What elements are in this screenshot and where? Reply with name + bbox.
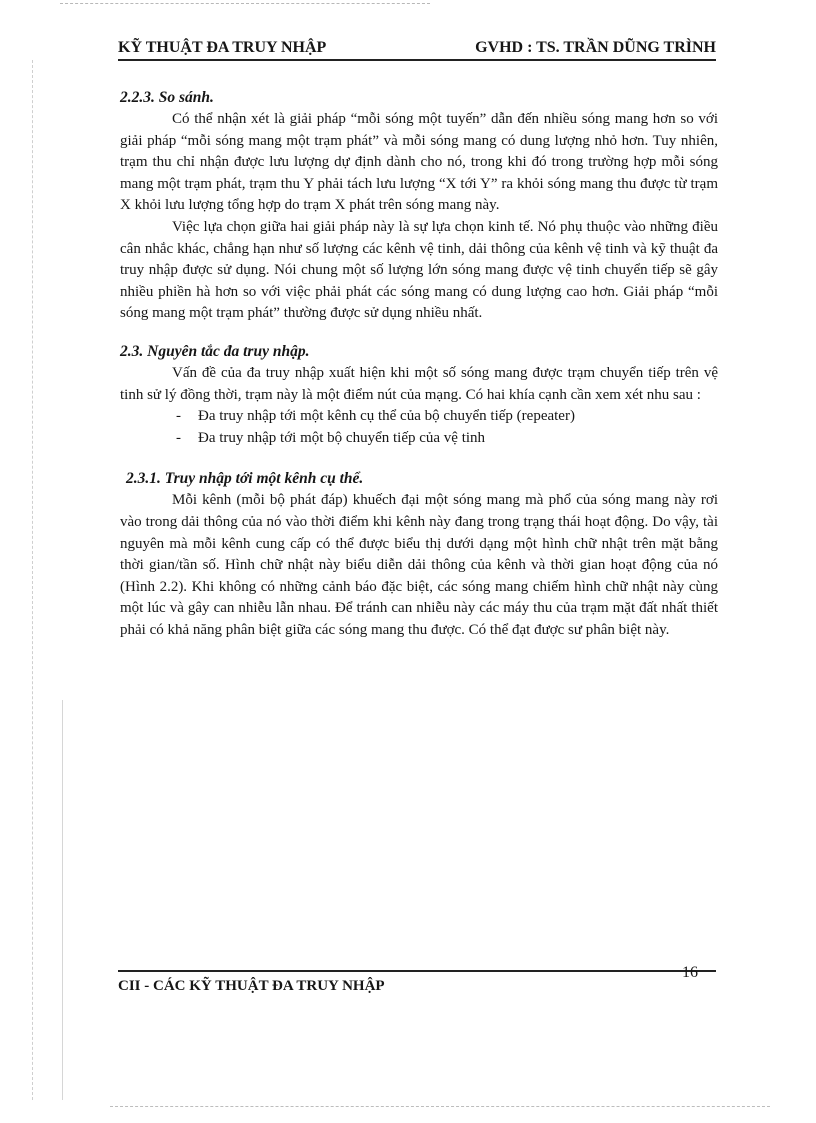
page-header — [118, 39, 716, 61]
list-item: - Đa truy nhập tới một kênh cụ thể của bộ chuyển tiếp (repeater) — [172, 406, 718, 428]
list-item: - Đa truy nhập tới một bộ chuyển tiếp của vệ tinh — [172, 428, 718, 450]
paragraph: Vấn đề của đa truy nhập xuất hiện khi một số sóng mang được trạm chuyển tiếp trên vệ tinh sử lý đồng thời, trạm này là một điểm nút của mạng. Có hai khía cạnh cần xem xét nhu sau : — [120, 364, 718, 403]
page-body — [120, 87, 718, 641]
header-title: KỸ THUẬT ĐA TRUY NHẬP — [118, 39, 327, 56]
bullet-list — [120, 406, 718, 449]
footer-chapter-title: CII - CÁC KỸ THUẬT ĐA TRUY NHẬP — [118, 978, 385, 994]
paragraph: Mỗi kênh (mỗi bộ phát đáp) khuếch đại một sóng mang mà phổ của sóng mang này rơi vào trong dải thông của nó vào thời điểm khi kênh này đang trong trạng thái hoạt động. Do vậy, tài nguyên mà mỗi kênh cung cấp có thể được biểu thị dưới dạng một hình chữ nhật trên mặt bằng thời gian/tần số. Hình chữ nhật này biểu diễn dải thông của kênh và thời gian hoạt động của nó (Hình 2.2). Khi không có những cảnh báo đặc biệt, các sóng mang chiếm hình chữ nhật này cùng một lúc và gây can nhiễu lẫn nhau. Để tránh can nhiễu này các máy thu của trạm mặt đất nhất thiết phải có khả năng phân biệt giữa các sóng mang thu được. Có thể đạt được sư phân biệt này. — [120, 492, 718, 638]
header-supervisor: GVHD : TS. TRẦN DŨNG TRÌNH — [475, 39, 716, 56]
scan-edge-left — [32, 60, 33, 1100]
paragraph: Việc lựa chọn giữa hai giải pháp này là sự lựa chọn kinh tế. Nó phụ thuộc vào những điều cân nhắc khác, chẳng hạn như số lượng các kênh vệ tinh, dải thông của kênh vệ tinh và kỹ thuật đa truy nhập được sử dụng. Nói chung một số lượng lớn sóng mang được vệ tinh chuyển tiếp sẽ gây nhiều phiền hà hơn so với việc phải phát các sóng mang có dung lượng cao hơn. Giải pháp “mỗi sóng mang một trạm phát” thường được sử dụng nhiều nhất. — [120, 218, 718, 322]
page-number: 16 — [682, 964, 698, 981]
scan-edge-left-inner — [62, 700, 63, 1100]
scan-edge-top — [60, 3, 430, 4]
section-heading-2-3-1: 2.3.1. Truy nhập tới một kênh cụ thể. — [126, 470, 364, 488]
scan-edge-bottom — [110, 1106, 770, 1107]
page-footer — [118, 964, 716, 995]
section-heading-2-2-3: 2.2.3. So sánh. — [120, 89, 214, 106]
section-heading-2-3: 2.3. Nguyên tắc đa truy nhập. — [120, 342, 310, 360]
paragraph: Có thể nhận xét là giải pháp “mỗi sóng một tuyến” dẫn đến nhiều sóng mang hơn so với giải pháp “mỗi sóng mang một trạm phát” và mỗi sóng mang có dung lượng nhỏ hơn. Tuy nhiên, trạm thu chỉ nhận được lưu lượng dự định dành cho nó, trong khi đó trong trường hợp mỗi sóng mang một trạm phát, trạm thu Y phải tách lưu lượng “X tới Y” ra khỏi sóng mang thu được từ trạm X khỏi lưu lượng tổng hợp do trạm X phát trên sóng mang này. — [120, 111, 718, 214]
